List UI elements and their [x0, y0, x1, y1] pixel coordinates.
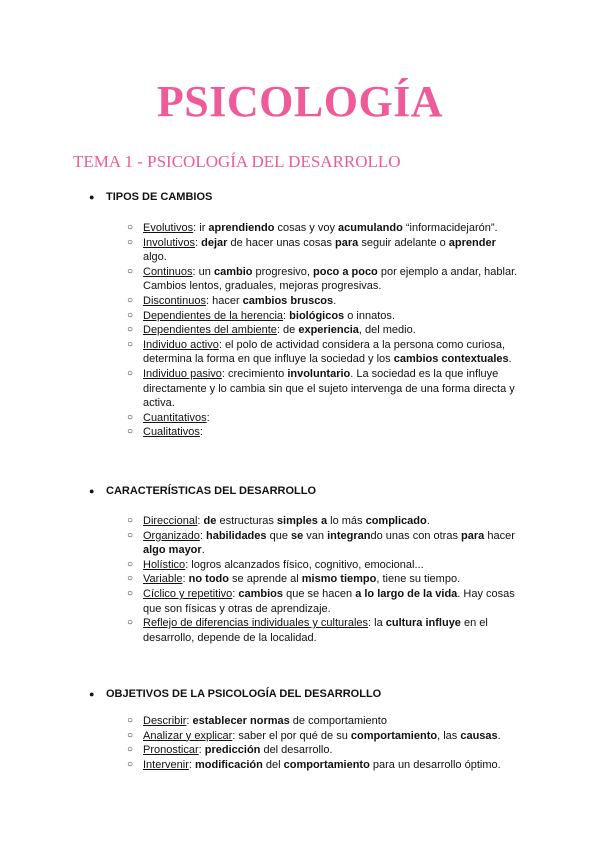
- item-text: :: [199, 426, 203, 439]
- item-text: de comportamiento: [289, 715, 387, 727]
- item-label: Continuos: [143, 265, 193, 278]
- bold-text: cambios contextuales: [393, 353, 509, 366]
- list-item: [0, 558, 600, 573]
- item-text: : logros alcanzados físico, cognitivo, emocional...: [185, 558, 424, 571]
- bullet-icon: ●: [89, 689, 95, 699]
- item-text: : ir: [193, 222, 209, 234]
- bold-text: mismo tiempo: [301, 573, 377, 586]
- circle-bullet-icon: ○: [127, 758, 134, 770]
- circle-bullet-icon: ○: [127, 573, 134, 585]
- item-label: Cualitativos: [143, 426, 200, 439]
- bold-text: para: [335, 236, 359, 249]
- item-text: : hacer: [205, 294, 243, 307]
- circle-bullet-icon: ○: [127, 367, 134, 379]
- circle-bullet-icon: ○: [127, 426, 134, 438]
- bold-text: se: [291, 529, 304, 542]
- item-text: :: [186, 715, 193, 727]
- item-label: Individuo activo: [143, 338, 219, 351]
- item-label: Pronosticar: [143, 744, 199, 757]
- item-label: Holístico: [143, 558, 186, 571]
- item-label: Cuantitativos: [143, 411, 207, 424]
- bold-text: a lo largo de la vida: [355, 587, 458, 600]
- circle-bullet-icon: ○: [127, 617, 134, 629]
- item-text: seguir adelante o: [358, 236, 449, 249]
- section-objetivos: [0, 684, 600, 772]
- bold-text: complicado: [365, 515, 427, 527]
- bold-text: causas: [460, 729, 498, 742]
- item-text: : el polo de actividad considera a la persona como curiosa, determina la forma en que influye la sociedad y los: [143, 338, 505, 366]
- list-item: [0, 714, 600, 729]
- section-tipos-de-cambios: [0, 187, 600, 440]
- item-text: :: [194, 236, 202, 249]
- item-label: Cíclico y repetitivo: [143, 587, 233, 600]
- item-label: Evolutivos: [143, 222, 194, 234]
- item-label: Direccional: [143, 515, 198, 527]
- item-label: Discontinuos: [143, 294, 206, 307]
- item-label: Organizado: [143, 529, 200, 542]
- item-text: :: [206, 411, 210, 424]
- item-text: . La sociedad es la que influye directamente y lo cambia sin que el sujeto intervenga de una forma directa y activa.: [143, 367, 515, 410]
- list-item: [0, 758, 600, 773]
- circle-bullet-icon: ○: [127, 309, 134, 321]
- bold-text: poco a poco: [313, 265, 378, 278]
- item-list: [0, 714, 600, 772]
- item-text: cosas y voy: [274, 222, 339, 234]
- item-text: van: [303, 529, 328, 542]
- item-text: que: [266, 529, 291, 542]
- section-heading: [0, 187, 600, 207]
- item-text: : de: [276, 324, 299, 337]
- section-heading: [0, 684, 600, 704]
- item-label: Variable: [143, 573, 183, 586]
- bold-text: comportamiento: [283, 758, 370, 771]
- list-item: [0, 221, 600, 236]
- bullet-icon: ●: [89, 192, 95, 202]
- item-text: :: [182, 573, 189, 586]
- item-text: de hacer unas cosas: [227, 236, 336, 249]
- list-item: [0, 309, 600, 324]
- bold-text: dejar: [201, 236, 228, 249]
- item-text: del: [262, 758, 284, 771]
- list-item: [0, 265, 600, 294]
- item-text: :: [188, 758, 195, 771]
- bold-text: involuntario: [287, 367, 351, 380]
- item-text: por ejemplo a andar, hablar. Cambios lentos, graduales, mejoras progresivas.: [143, 265, 518, 293]
- item-text: : saber el por qué de su: [232, 729, 351, 742]
- item-text: estructuras: [216, 515, 277, 527]
- item-list: [0, 514, 600, 645]
- section-heading-text: OBJETIVOS DE LA PSICOLOGÍA DEL DESARROLLO: [106, 688, 382, 700]
- item-text: .: [201, 544, 205, 557]
- bold-text: de: [203, 515, 217, 527]
- list-item: [0, 236, 600, 265]
- item-label: Dependientes del ambiente: [143, 324, 277, 337]
- list-item: [0, 729, 600, 744]
- list-item: [0, 323, 600, 338]
- item-text: : un: [192, 265, 214, 278]
- bold-text: integran: [327, 529, 371, 542]
- item-text: , del medio.: [358, 324, 416, 337]
- item-label: Involutivos: [143, 236, 195, 249]
- circle-bullet-icon: ○: [127, 529, 134, 541]
- list-item: [0, 411, 600, 426]
- bold-text: establecer normas: [192, 715, 290, 727]
- item-label: Intervenir: [143, 758, 189, 771]
- circle-bullet-icon: ○: [127, 265, 134, 277]
- bold-text: algo mayor: [143, 544, 202, 557]
- item-text: :: [232, 587, 239, 600]
- bold-text: biológicos: [289, 309, 345, 322]
- item-text: :: [197, 515, 204, 527]
- list-item: [0, 425, 600, 440]
- circle-bullet-icon: ○: [127, 411, 134, 423]
- list-item: [0, 572, 600, 587]
- bold-text: simples a: [276, 515, 328, 527]
- item-text: del desarrollo.: [260, 744, 333, 757]
- bold-text: cambios bruscos: [242, 294, 334, 307]
- list-item: [0, 529, 600, 558]
- section-heading: [0, 481, 600, 501]
- item-text: :: [199, 529, 206, 542]
- circle-bullet-icon: ○: [127, 744, 134, 756]
- bold-text: cambios: [238, 587, 284, 600]
- circle-bullet-icon: ○: [127, 324, 134, 336]
- item-label: Individuo pasivo: [143, 367, 222, 380]
- bold-text: habilidades: [206, 529, 267, 542]
- section-heading-text: CARACTERÍSTICAS DEL DESARROLLO: [106, 485, 317, 497]
- item-label: Reflejo de diferencias individuales y culturales: [143, 617, 369, 630]
- topic-subtitle: TEMA 1 - PSICOLOGÍA DEL DESARROLLO: [73, 152, 401, 171]
- item-text: , tiene su tiempo.: [376, 573, 461, 586]
- bold-text: experiencia: [298, 324, 359, 337]
- circle-bullet-icon: ○: [127, 558, 134, 570]
- circle-bullet-icon: ○: [127, 515, 134, 526]
- bold-text: aprendiendo: [208, 222, 275, 234]
- item-text: algo.: [143, 251, 167, 264]
- item-text: o innatos.: [344, 309, 395, 322]
- bold-text: no todo: [188, 573, 229, 586]
- item-text: .: [426, 515, 430, 527]
- item-text: . Hay cosas que son físicas y otras de aprendizaje.: [143, 587, 515, 615]
- item-text: do unas con otras: [370, 529, 462, 542]
- item-text: .: [508, 353, 512, 366]
- item-label: Describir: [143, 715, 187, 727]
- item-text: : crecimiento: [221, 367, 288, 380]
- item-text: : la: [368, 617, 386, 630]
- item-text: :: [283, 309, 290, 322]
- list-item: [0, 514, 600, 529]
- circle-bullet-icon: ○: [127, 338, 134, 350]
- circle-bullet-icon: ○: [127, 729, 134, 741]
- bold-text: cambio: [213, 265, 253, 278]
- bold-text: modificación: [194, 758, 263, 771]
- bold-text: cultura influye: [385, 617, 461, 630]
- item-text: lo más: [327, 515, 366, 527]
- bullet-icon: ●: [89, 486, 95, 496]
- list-item: [0, 294, 600, 309]
- list-item: [0, 587, 600, 616]
- item-text: , las: [437, 729, 461, 742]
- bold-text: comportamiento: [350, 729, 438, 742]
- circle-bullet-icon: ○: [127, 222, 134, 233]
- list-item: [0, 338, 600, 367]
- item-text: en el desarrollo, depende de la localidad.: [143, 617, 488, 644]
- item-list: [0, 221, 600, 440]
- item-text: .: [333, 294, 337, 307]
- item-text: :: [198, 744, 205, 757]
- item-text: “informacidejarón”.: [402, 222, 498, 234]
- list-item: [0, 616, 600, 645]
- circle-bullet-icon: ○: [127, 294, 134, 306]
- section-heading-text: TIPOS DE CAMBIOS: [106, 191, 213, 203]
- item-text: para un desarrollo óptimo.: [369, 758, 501, 771]
- item-text: se aprende al: [229, 573, 302, 586]
- item-text: hacer: [484, 529, 515, 542]
- bold-text: para: [461, 529, 485, 542]
- item-text: progresivo,: [252, 265, 313, 278]
- bold-text: acumulando: [338, 222, 403, 234]
- item-label: Dependientes de la herencia: [143, 309, 284, 322]
- circle-bullet-icon: ○: [127, 236, 134, 248]
- bold-text: predicción: [204, 744, 261, 757]
- item-text: que se hacen: [283, 587, 356, 600]
- section-caracteristicas: [0, 481, 600, 645]
- bold-text: aprender: [448, 236, 496, 249]
- list-item: [0, 743, 600, 758]
- item-label: Analizar y explicar: [143, 729, 233, 742]
- item-text: .: [497, 729, 501, 742]
- list-item: [0, 367, 600, 411]
- circle-bullet-icon: ○: [127, 715, 134, 726]
- document-title: PSICOLOGÍA: [156, 77, 444, 126]
- circle-bullet-icon: ○: [127, 587, 134, 599]
